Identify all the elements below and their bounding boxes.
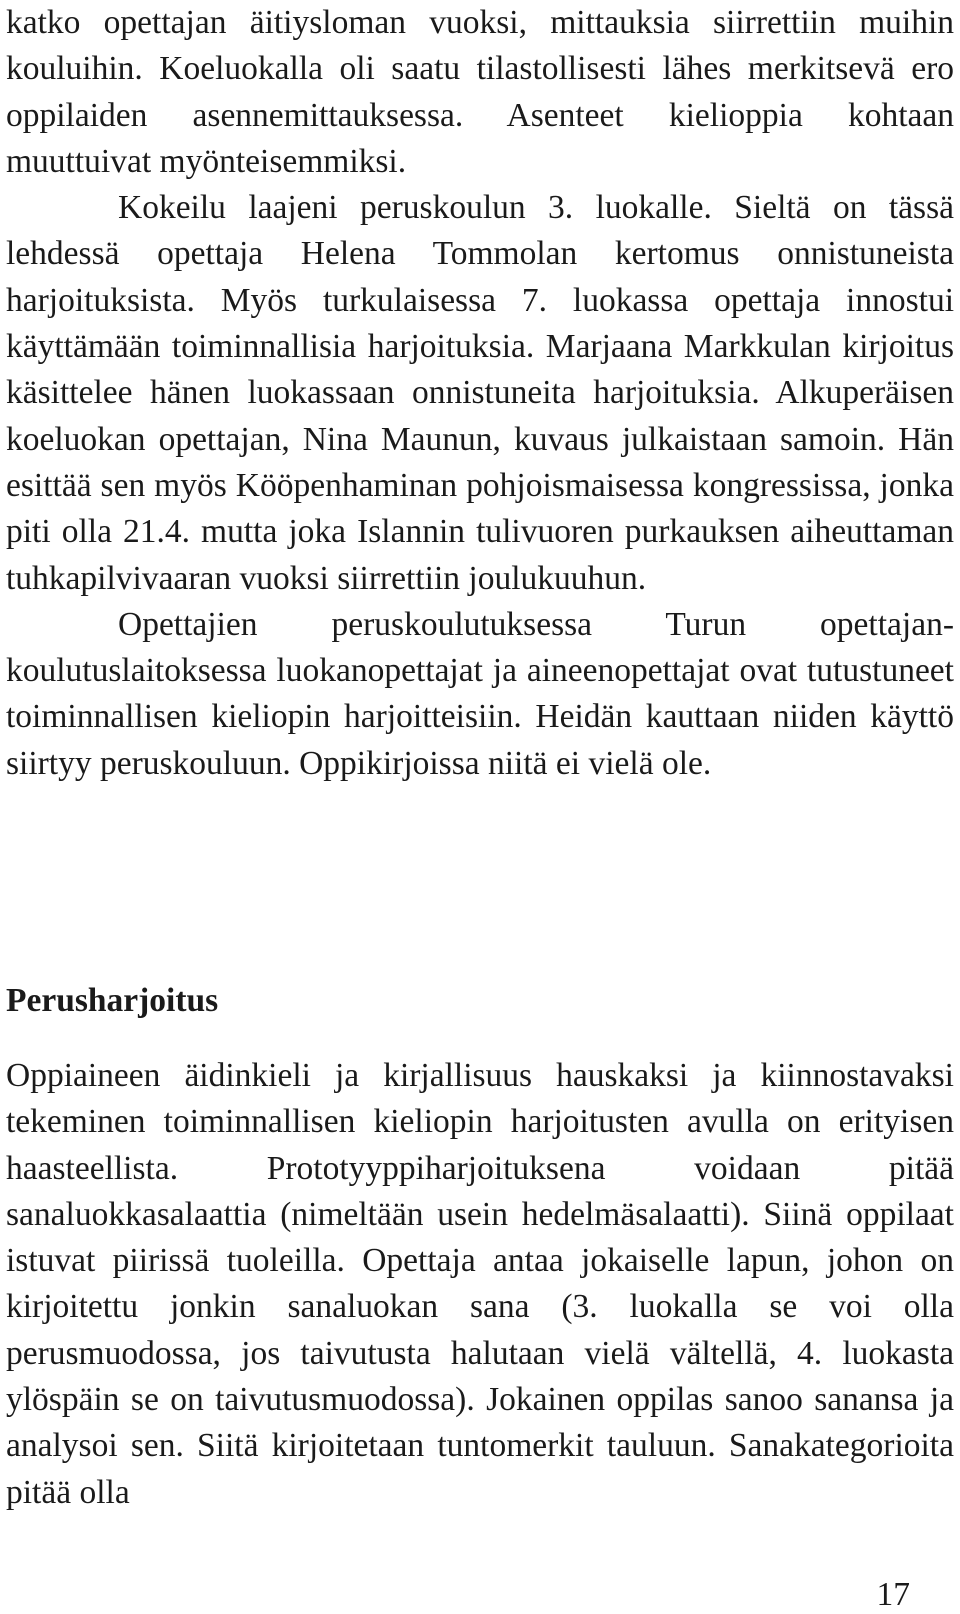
section-heading: Perusharjoitus: [6, 982, 219, 1019]
paragraph: Oppiaineen äidinkieli ja kirjallisuus hauskaksi ja kiinnostavaksi tekeminen toiminnallisen kieliopin harjoitusten avulla on erityisen haasteellista. Prototyyppiharjoituksena voidaan pitää sanaluokkasalaattia (nimeltään usein hedelmäsalaatti). Siinä oppilaat istuvat piirissä tuoleilla. Opettaja antaa jokaiselle lapun, johon on kirjoitettu jonkin sanaluokan sana (3. luokalla se voi olla perusmuodossa, jos taivutusta halutaan vielä vältellä, 4. luokasta ylöspäin se on taivutusmuodossa). Jokainen oppilas sanoo sanansa ja analysoi sen. Siitä kirjoitetaan tuntomerkit tauluun. Sanakategorioita pitää olla: [6, 1057, 954, 1511]
page-number: 17: [876, 1576, 910, 1613]
section-1: [6, 0, 954, 787]
paragraph: Opettajien peruskoulutuksessa Turun opettajankoulutuslaitoksessa luokanopettajat ja aineenopettajat ovat tutustuneet toiminnallisen kieliopin harjoitteisiin. Heidän kauttaan niiden käyttö siirtyy peruskouluun. Oppikirjoissa niitä ei vielä ole.: [6, 605, 954, 782]
paragraph: katko opettajan äitiysloman vuoksi, mittauksia siirrettiin muihin kouluihin. Koeluokalla oli saatu tilastollisesti lähes merkitsevä ero oppilaiden asennemittauksessa. Asenteet kielioppia kohtaan muuttuivat myönteisemmiksi.: [6, 4, 954, 180]
paragraph: Kokeilu laajeni peruskoulun 3. luokalle. Sieltä on tässä lehdessä opettaja Helena Tommolan kertomus onnistuneista harjoituksista. Myös turkulaisessa 7. luokassa opettaja innostui käyttämään toiminnallisia harjoituksia. Marjaana Markkulan kirjoitus käsittelee hänen luokassaan onnistuneita harjoituksia. Alkuperäisen koeluokan opettajan, Nina Maunun, kuvaus julkaistaan samoin. Hän esittää sen myös Kööpenhaminan pohjoismaisessa kongressissa, jonka piti olla 21.4. mutta joka Islannin tulivuoren purkauksen aiheuttaman tuhkapilvivaaran vuoksi siirrettiin joulukuuhun.: [6, 189, 954, 597]
section-2: [6, 1053, 954, 1516]
